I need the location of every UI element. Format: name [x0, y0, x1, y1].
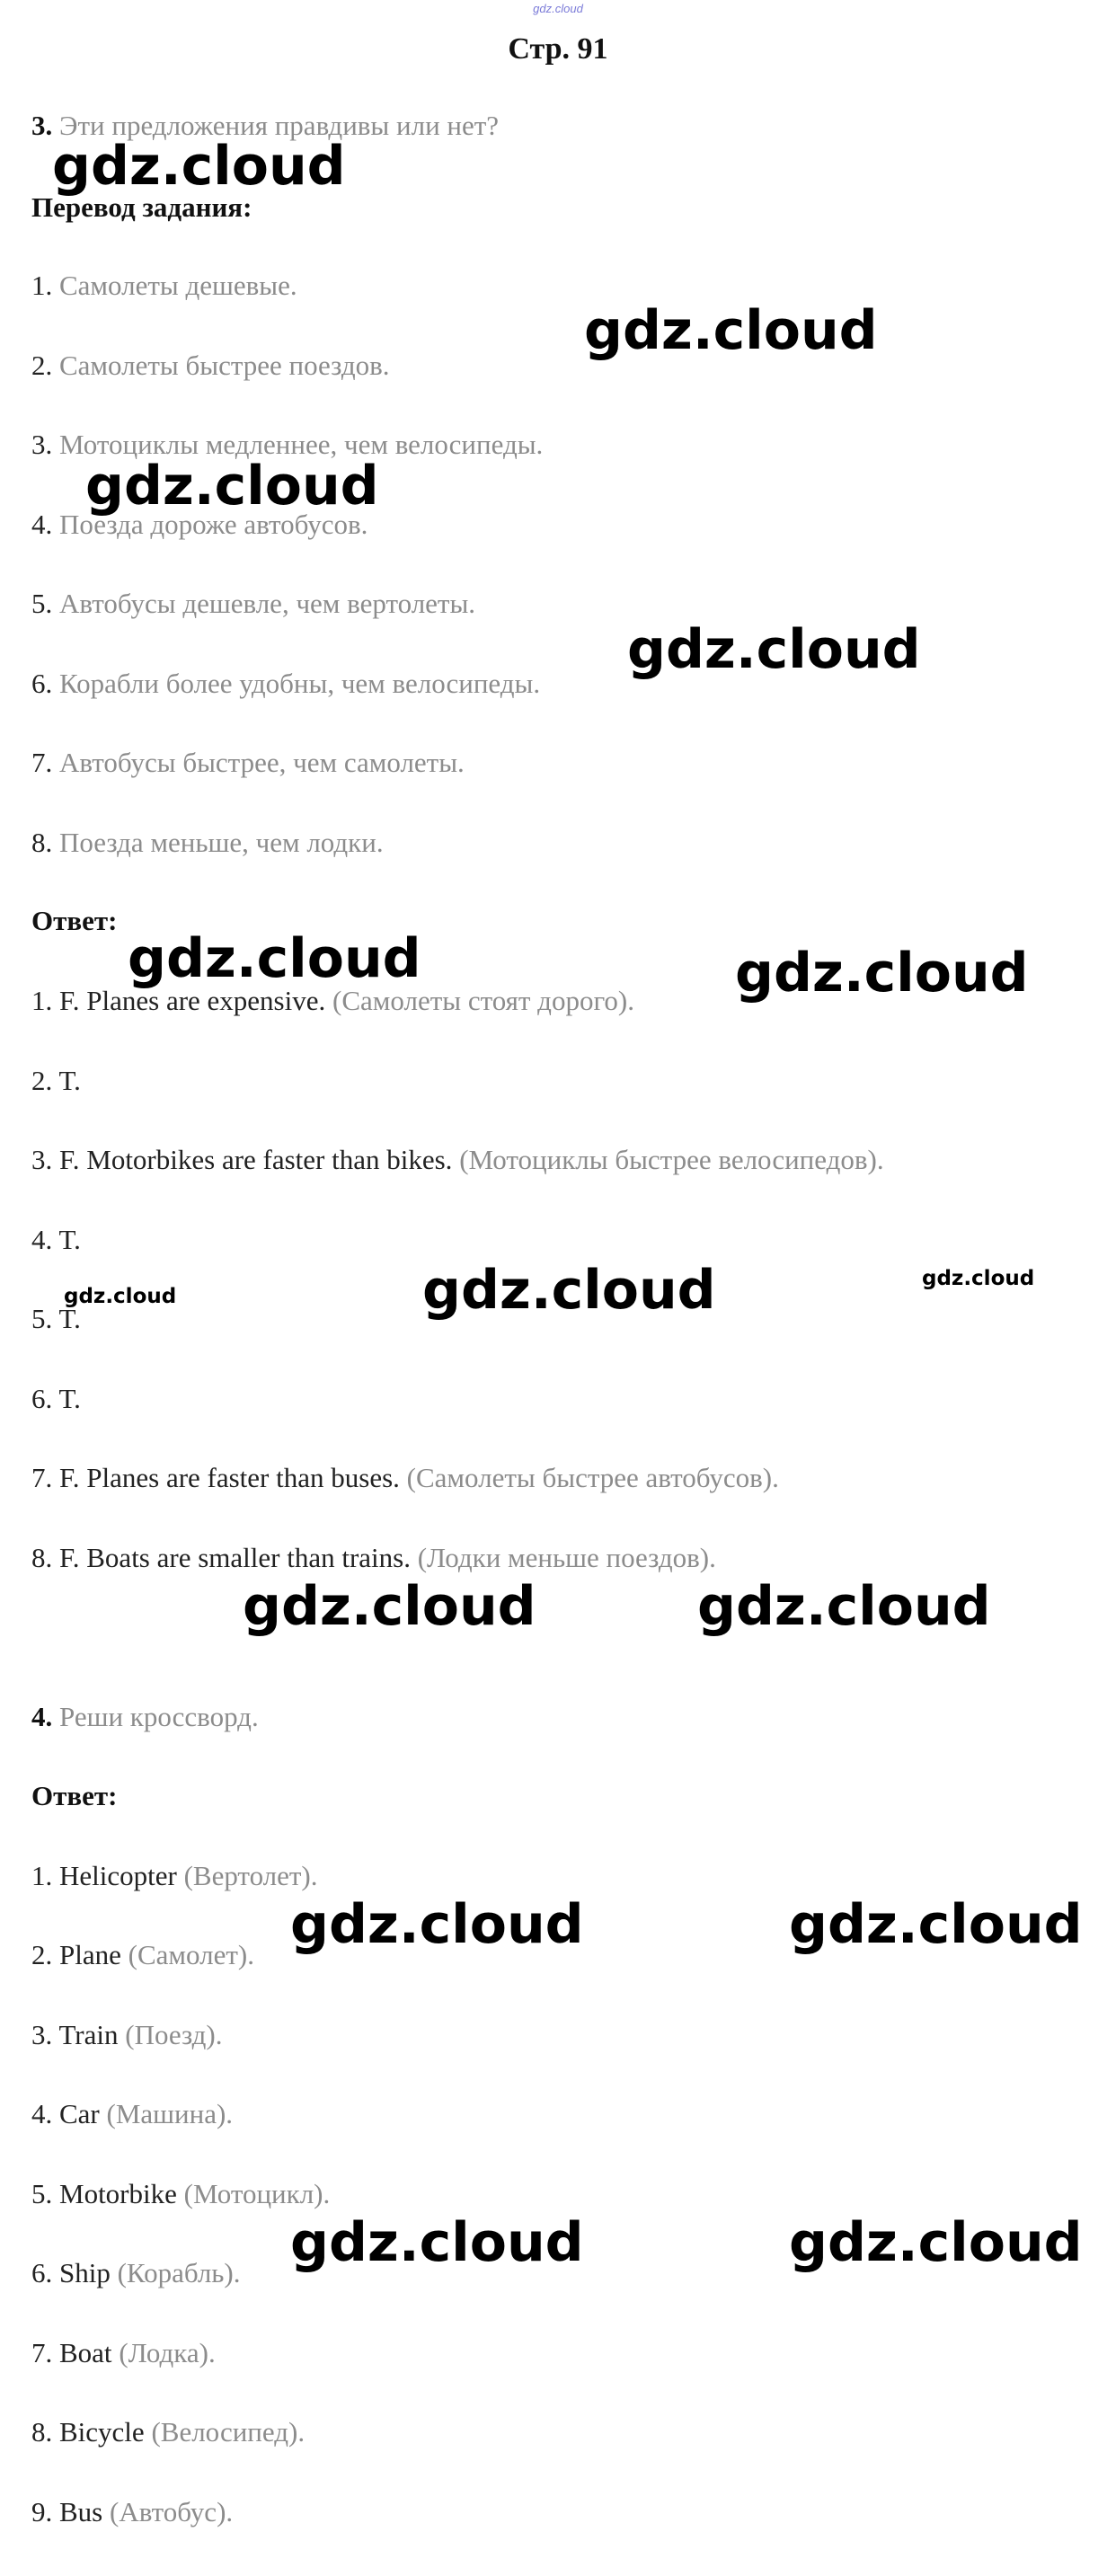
item-number: 4.: [31, 1224, 53, 1255]
item-number: 1.: [31, 985, 53, 1016]
item-number: 4.: [31, 2098, 53, 2129]
item-text: Автобусы дешевле, чем вертолеты.: [59, 588, 476, 619]
watermark: gdz.cloud: [735, 942, 1029, 1005]
translation-item: [31, 668, 540, 700]
item-number: 4.: [31, 509, 53, 540]
answer-russian: (Поезд).: [125, 2019, 223, 2050]
watermark: gdz.cloud: [697, 1575, 991, 1638]
answer-english: F. Motorbikes are faster than bikes.: [59, 1144, 453, 1175]
answer-item: [31, 1224, 81, 1256]
answer-item: [31, 1065, 81, 1097]
watermark: gdz.cloud: [789, 1893, 1083, 1956]
answer-english: Helicopter: [59, 1860, 177, 1891]
item-text: Самолеты дешевые.: [59, 270, 297, 301]
answer-russian: (Корабль).: [117, 2257, 241, 2288]
item-text: Самолеты быстрее поездов.: [59, 350, 390, 381]
answer-item: [31, 1860, 318, 1892]
item-number: 1.: [31, 1860, 53, 1891]
watermark: gdz.cloud: [52, 135, 346, 198]
translation-item: [31, 588, 475, 620]
answer-item: [31, 1144, 884, 1176]
translation-item: [31, 270, 297, 302]
answer-english: Train: [58, 2019, 119, 2050]
answer-item: [31, 2257, 241, 2289]
watermark: gdz.cloud: [243, 1575, 536, 1638]
answer-english: Plane: [59, 1939, 121, 1970]
item-number: 6.: [31, 2257, 53, 2288]
item-number: 3.: [31, 2019, 53, 2050]
task-prompt-text: Эти предложения правдивы или нет?: [59, 110, 500, 141]
answer-russian: (Самолеты стоят дорого).: [332, 985, 634, 1016]
answer-russian: (Мотоцикл).: [183, 2178, 331, 2209]
answer-english: Motorbike: [59, 2178, 177, 2209]
answer-item: [31, 1383, 81, 1415]
item-number: 2.: [31, 1939, 53, 1970]
answer-english: Boat: [59, 2337, 112, 2368]
answer-item: [31, 1939, 254, 1971]
watermark: gdz.cloud: [584, 299, 878, 362]
item-number: 7.: [31, 2337, 53, 2368]
watermark: gdz.cloud: [290, 2211, 584, 2274]
answer-russian: (Автобус).: [110, 2496, 234, 2527]
watermark: gdz.cloud: [922, 1267, 1035, 1290]
site-logo: gdz.cloud: [533, 2, 583, 15]
answer-russian: (Мотоциклы быстрее велосипедов).: [459, 1144, 884, 1175]
answer-item: [31, 1542, 716, 1574]
answer-english: F. Planes are faster than buses.: [59, 1462, 400, 1493]
watermark: gdz.cloud: [789, 2211, 1083, 2274]
answer-item: [31, 1462, 779, 1494]
item-number: 6.: [31, 668, 53, 699]
item-number: 3.: [31, 1144, 53, 1175]
task-prompt-text: Реши кроссворд.: [59, 1701, 259, 1732]
answer-english: T.: [58, 1383, 81, 1414]
answer-russian: (Лодки меньше поездов).: [417, 1542, 716, 1573]
answer-english: F. Planes are expensive.: [59, 985, 326, 1016]
item-number: 8.: [31, 1542, 53, 1573]
answer-heading: Ответ:: [31, 905, 118, 936]
translation-heading: Перевод задания:: [31, 191, 252, 223]
item-number: 6.: [31, 1383, 53, 1414]
translation-item: [31, 827, 384, 859]
item-number: 8.: [31, 2416, 53, 2448]
answer-item: [31, 2019, 223, 2051]
task-number: 3.: [31, 110, 53, 141]
item-number: 2.: [31, 1065, 53, 1096]
item-number: 8.: [31, 827, 53, 858]
item-number: 3.: [31, 429, 53, 460]
answer-english: Car: [59, 2098, 100, 2129]
item-number: 7.: [31, 1462, 53, 1493]
watermark: gdz.cloud: [85, 455, 379, 518]
translation-item: [31, 350, 390, 382]
answer-english: T.: [58, 1065, 81, 1096]
answer-item: [31, 2098, 233, 2130]
answer-english: Ship: [59, 2257, 111, 2288]
item-text: Автобусы быстрее, чем самолеты.: [59, 747, 465, 778]
watermark: gdz.cloud: [422, 1259, 716, 1322]
translation-item: [31, 747, 465, 779]
watermark: gdz.cloud: [290, 1893, 584, 1956]
answer-item: [31, 2178, 330, 2210]
item-number: 5.: [31, 1303, 53, 1334]
answer-russian: (Велосипед).: [151, 2416, 306, 2448]
answer-item: [31, 2337, 216, 2369]
watermark: gdz.cloud: [128, 927, 421, 990]
page-title: Стр. 91: [508, 32, 608, 66]
answer-english: F. Boats are smaller than trains.: [59, 1542, 411, 1573]
answer-english: T.: [58, 1303, 81, 1334]
answer-english: T.: [58, 1224, 81, 1255]
item-number: 1.: [31, 270, 53, 301]
item-text: Поезда дороже автобусов.: [59, 509, 368, 540]
answer-english: Bicycle: [59, 2416, 145, 2448]
answer-item: [31, 2496, 233, 2528]
task4-prompt: [31, 1701, 259, 1733]
answer-heading: Ответ:: [31, 1780, 118, 1811]
watermark: gdz.cloud: [64, 1285, 177, 1308]
answer-russian: (Самолет).: [128, 1939, 254, 1970]
item-text: Мотоциклы медленнее, чем велосипеды.: [59, 429, 544, 460]
item-number: 9.: [31, 2496, 53, 2527]
answer-russian: (Вертолет).: [183, 1860, 318, 1891]
item-number: 5.: [31, 588, 53, 619]
answer-russian: (Самолеты быстрее автобусов).: [406, 1462, 779, 1493]
watermark: gdz.cloud: [627, 618, 921, 681]
item-number: 5.: [31, 2178, 53, 2209]
answer-russian: (Лодка).: [119, 2337, 216, 2368]
item-number: 7.: [31, 747, 53, 778]
answer-russian: (Машина).: [106, 2098, 234, 2129]
item-text: Корабли более удобны, чем велосипеды.: [59, 668, 541, 699]
item-number: 2.: [31, 350, 53, 381]
answer-item: [31, 2416, 305, 2448]
item-text: Поезда меньше, чем лодки.: [59, 827, 384, 858]
task-number: 4.: [31, 1701, 53, 1732]
answer-english: Bus: [59, 2496, 103, 2527]
